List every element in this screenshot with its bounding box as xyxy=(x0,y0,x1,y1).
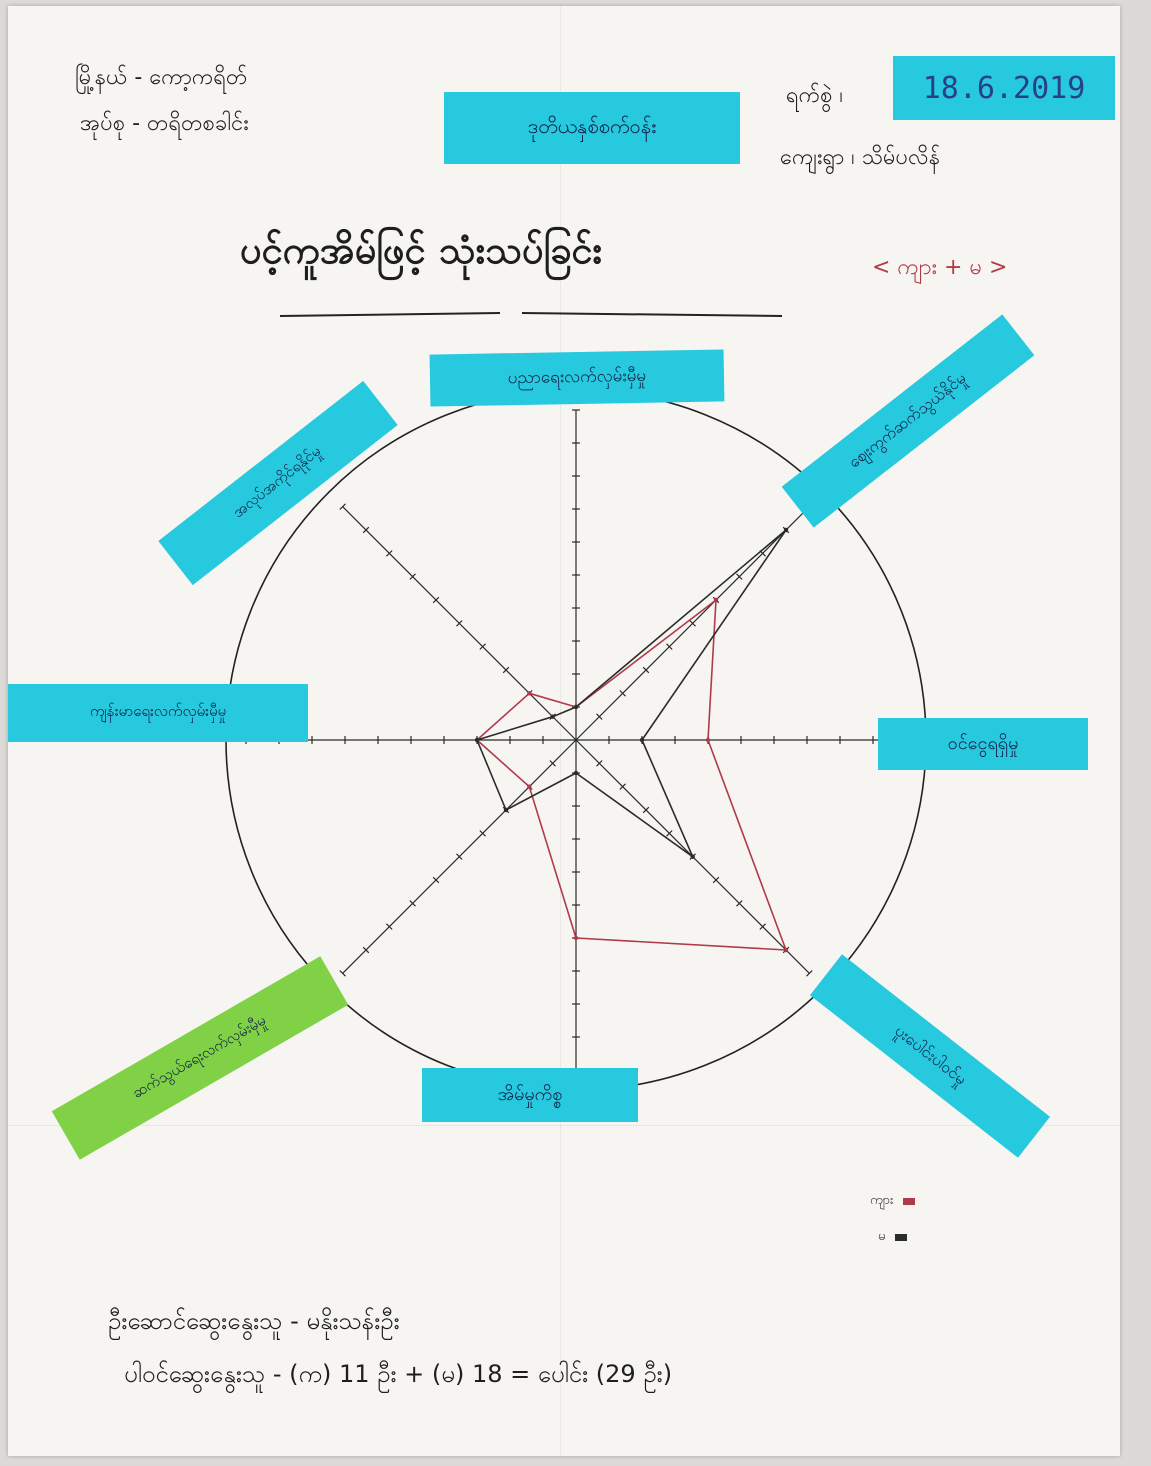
data-point-female xyxy=(690,854,694,858)
chart-title: ပင့်ကူအိမ်ဖြင့် သုံးသပ်ခြင်း xyxy=(240,228,603,272)
series-line-male xyxy=(477,600,786,950)
title-underline-left xyxy=(280,313,500,316)
legend-swatch-female xyxy=(895,1234,907,1241)
data-point-female xyxy=(504,808,508,812)
data-point-male xyxy=(706,738,710,742)
date-value: 18.6.2019 xyxy=(893,56,1115,120)
data-point-male xyxy=(527,691,531,695)
region-line: မြို့နယ် - ကော့ကရိတ် xyxy=(75,65,248,90)
participants-line: ပါဝင်ဆွေးနွေးသူ - (က) 11 ဦး + (မ) 18 = ပေါင်း (29 ဦး) xyxy=(124,1360,673,1388)
series-line-female xyxy=(477,530,786,857)
data-point-female xyxy=(475,738,479,742)
data-point-male xyxy=(714,598,718,602)
legend-label-female: မ xyxy=(878,1229,886,1244)
village-line: ကျေးရွာ ၊ သိမ်ပလိန် xyxy=(780,145,941,170)
title-underline-right xyxy=(522,313,782,316)
axis-label-health: ကျန်းမာရေးလက်လှမ်းမှီမှု xyxy=(8,684,308,742)
legend-swatch-male xyxy=(903,1198,915,1205)
data-point-female xyxy=(640,738,644,742)
axis-label-education: ပညာရေးလက်လှမ်းမှီမှု xyxy=(430,349,725,406)
axis-label-household: အိမ်မှုကိစ္စ xyxy=(422,1068,638,1122)
data-point-female xyxy=(574,771,578,775)
chart-subtitle: < ကျား + မ > xyxy=(872,255,1008,280)
data-point-male xyxy=(784,948,788,952)
tract-line: အုပ်စု - တရိတစခါင်း xyxy=(80,111,249,136)
activity-label: ဒုတိယနှစ်စက်ဝန်း xyxy=(444,92,740,164)
axis-label-employment: အလုပ်အကိုင်ရနိုင်မှု xyxy=(158,381,397,585)
data-point-male xyxy=(574,936,578,940)
data-point-female xyxy=(550,714,554,718)
legend-item-female xyxy=(878,1228,907,1247)
data-point-female xyxy=(574,705,578,709)
date-label: ရက်စွဲ ၊ xyxy=(786,83,844,108)
axis-label-communication: ဆက်သွယ်ရေးလက်လှမ်းမှီမှု xyxy=(52,956,348,1159)
data-point-male xyxy=(527,784,531,788)
axis-label-market: ဈေးကွက်ဆက်သွယ်နိုင်မှု xyxy=(782,314,1035,527)
legend-item-male xyxy=(870,1192,915,1211)
axis-label-participation: ပူးပေါင်းပါဝင်မှု xyxy=(810,954,1050,1158)
legend-label-male: ကျား xyxy=(870,1193,894,1208)
axis-label-income: ဝင်ငွေရရှိမှု xyxy=(878,718,1088,770)
facilitator-line: ဦးဆောင်ဆွေးနွေးသူ - မနိုးသန်းဦး xyxy=(108,1307,400,1335)
data-point-female xyxy=(784,528,788,532)
